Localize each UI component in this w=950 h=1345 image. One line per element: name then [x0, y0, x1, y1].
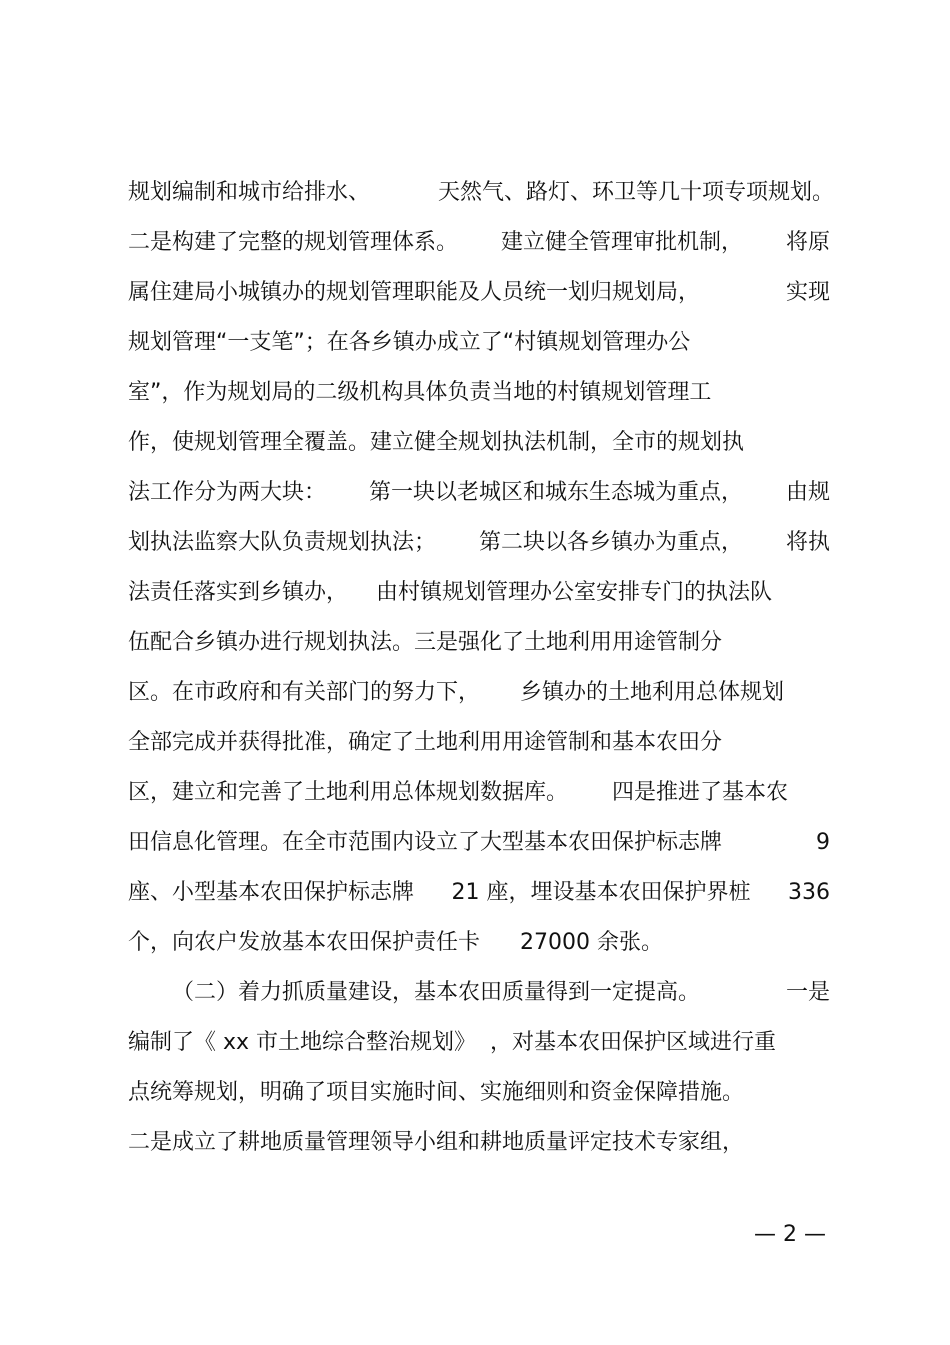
text-line [128, 574, 830, 612]
text-line [128, 274, 830, 312]
text-line [128, 474, 830, 512]
text-line [128, 824, 830, 862]
text-segment: 伍配合乡镇办进行规划执法。三是强化了土地利用用途管制分 [128, 630, 723, 655]
text-segment: 规划编制和城市给排水、 [128, 180, 371, 205]
text-segment: 划执法监察大队负责规划执法； [128, 530, 437, 555]
text-line [128, 624, 830, 662]
text-segment: 作，使规划管理全覆盖。建立健全规划执法机制，全市的规划执 [128, 430, 745, 455]
text-segment: 第一块以老城区和城东生态城为重点， [368, 480, 743, 505]
text-segment: 二是构建了完整的规划管理体系。 [128, 230, 459, 255]
text-line [128, 1124, 830, 1162]
text-segment: 21 座，埋设基本农田保护界桩 [451, 880, 751, 905]
text-line [128, 1024, 830, 1062]
text-line [128, 524, 830, 562]
text-segment: 点统筹规划，明确了项目实施时间、实施细则和资金保障措施。 [128, 1080, 745, 1105]
text-segment: 法工作分为两大块： [128, 480, 327, 505]
text-segment: 第二块以各乡镇办为重点， [478, 530, 743, 555]
text-line [128, 324, 830, 362]
text-segment: 全部完成并获得批准，确定了土地利用用途管制和基本农田分 [128, 730, 723, 755]
text-segment: 属住建局小城镇办的规划管理职能及人员统一划归规划局， [128, 280, 701, 305]
text-segment: 实现 [785, 280, 830, 305]
text-segment: 区。在市政府和有关部门的努力下， [128, 680, 481, 705]
page-number: — 2 — [754, 1222, 826, 1247]
text-segment: 规划管理“一支笔”；在各乡镇办成立了“村镇规划管理办公 [128, 330, 691, 355]
text-segment: 将原 [785, 230, 830, 255]
text-segment: 田信息化管理。在全市范围内设立了大型基本农田保护标志牌 [128, 830, 723, 855]
text-segment: 由村镇规划管理办公室安排专门的执法队 [376, 580, 773, 605]
text-segment: 由规 [785, 480, 830, 505]
text-segment: 9 [816, 830, 830, 855]
text-line [128, 774, 830, 812]
text-line [128, 724, 830, 762]
text-segment: ，对基本农田保护区域进行重 [490, 1030, 777, 1055]
text-line [128, 174, 834, 212]
text-line [128, 924, 830, 962]
text-segment: 二是成立了耕地质量管理领导小组和耕地质量评定技术专家组， [128, 1130, 745, 1155]
text-segment: 室”，作为规划局的二级机构具体负责当地的村镇规划管理工 [128, 380, 712, 405]
text-segment: 法责任落实到乡镇办， [128, 580, 349, 605]
text-segment: 建立健全管理审批机制， [500, 230, 743, 255]
text-segment: 四是推进了基本农 [612, 780, 789, 805]
text-line [128, 224, 830, 262]
text-segment: 个，向农户发放基本农田保护责任卡 [128, 930, 481, 955]
text-line [172, 974, 830, 1012]
text-segment: （二）着力抓质量建设，基本农田质量得到一定提高。 [172, 980, 701, 1005]
text-line [128, 424, 830, 462]
text-line [128, 874, 830, 912]
text-segment: 336 [787, 880, 830, 905]
text-segment: 乡镇办的土地利用总体规划 [520, 680, 785, 705]
text-segment: 区，建立和完善了土地利用总体规划数据库。 [128, 780, 569, 805]
text-segment: 座、小型基本农田保护标志牌 [128, 880, 415, 905]
text-line [128, 1074, 830, 1112]
text-line [128, 374, 830, 412]
text-segment: 27000 余张。 [520, 930, 663, 955]
text-line [128, 674, 830, 712]
text-segment: 编制了《 xx 市土地综合整治规划》 [128, 1030, 477, 1055]
text-segment: 天然气、路灯、环卫等几十项专项规划。 [437, 180, 834, 205]
text-segment: 一是 [785, 980, 830, 1005]
text-segment: 将执 [785, 530, 830, 555]
